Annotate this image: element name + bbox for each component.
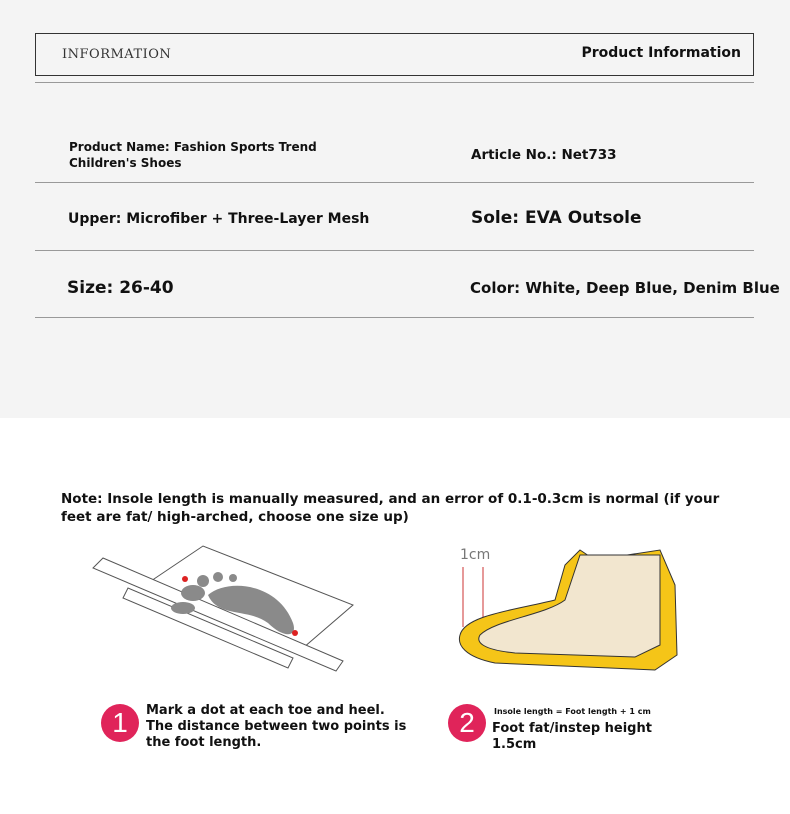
measurement-note: Note: Insole length is manually measured, and an error of 0.1-0.3cm is normal (if your feet are fat/ high-arched, choose one size up)	[61, 491, 720, 525]
step-1-text: Mark a dot at each toe and heel. The distance between two points is the foot length.	[146, 703, 407, 750]
ruler-label: 1cm	[460, 547, 491, 563]
sole-material: Sole: EVA Outsole	[471, 208, 642, 228]
divider	[35, 82, 754, 83]
header-left: INFORMATION	[62, 47, 172, 62]
header-right: Product Information	[581, 45, 741, 61]
size-range: Size: 26-40	[67, 278, 174, 298]
step-2-badge: 2	[448, 704, 486, 742]
step-1-badge: 1	[101, 704, 139, 742]
info-header	[35, 33, 754, 76]
step-2-text: Foot fat/instep height 1.5cm	[492, 721, 652, 752]
upper-material: Upper: Microfiber + Three-Layer Mesh	[68, 211, 370, 227]
divider	[35, 317, 754, 318]
color-options: Color: White, Deep Blue, Denim Blue	[470, 279, 780, 297]
article-number: Article No.: Net733	[471, 147, 617, 163]
divider	[35, 182, 754, 183]
divider	[35, 250, 754, 251]
foot-measure-illustration	[88, 543, 358, 693]
insole-formula: Insole length = Foot length + 1 cm	[494, 707, 651, 716]
product-name: Product Name: Fashion Sports Trend Children's Shoes	[69, 140, 317, 170]
shoe-insole-illustration	[455, 545, 685, 675]
